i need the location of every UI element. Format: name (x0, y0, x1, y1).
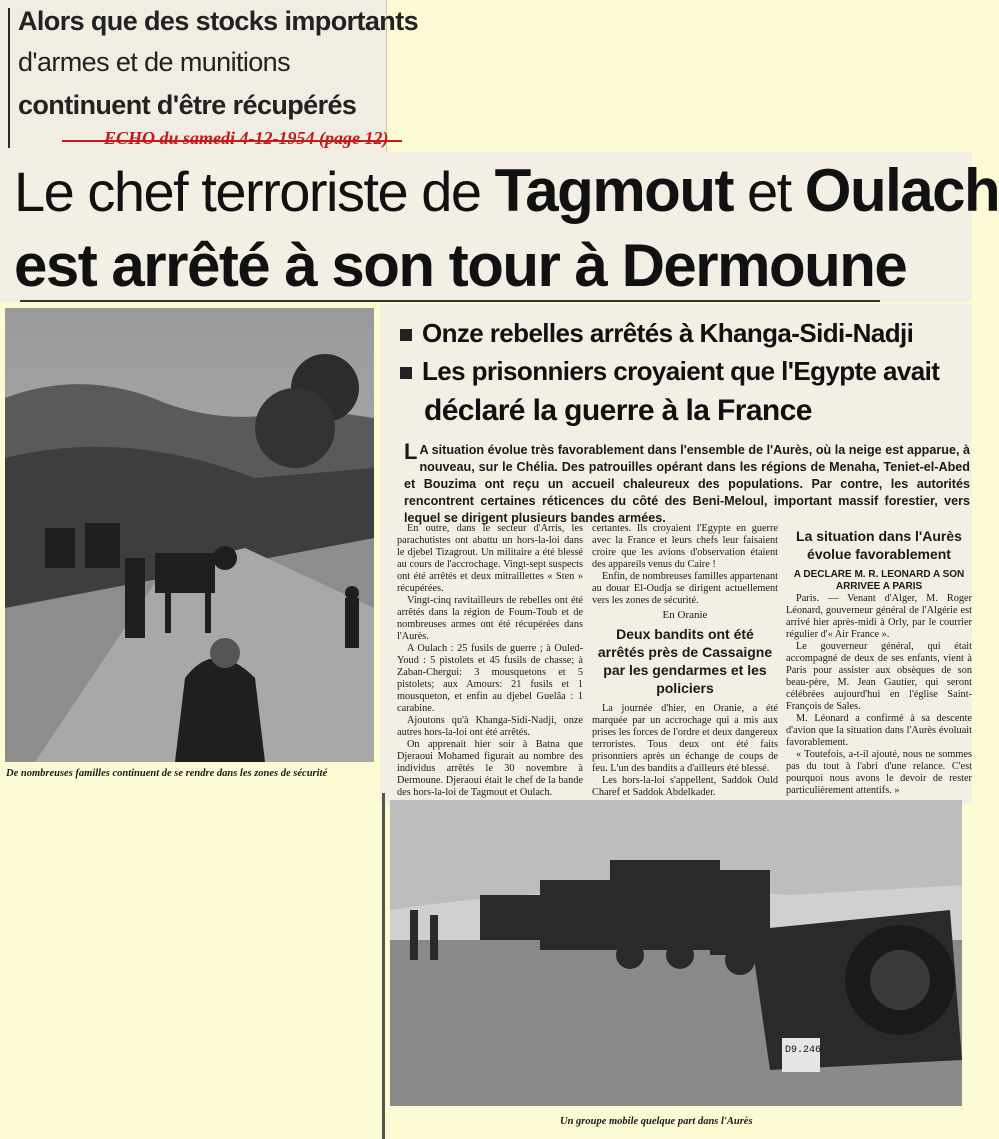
drop-cap: L (404, 439, 418, 464)
source-note: ECHO du samedi 4-12-1954 (page 12) (104, 128, 389, 148)
supertitle-line-2: d'armes et de munitions (18, 47, 290, 77)
paragraph: certantes. Ils croyaient l'Egypte en guerre avec la France et leurs chefs leur faisaient croire que les avions d'observation étaient des appareils venus du Caire ! (592, 523, 778, 570)
photo-families-road (5, 308, 374, 762)
column-rule (8, 8, 10, 148)
article-column-2 (592, 523, 778, 799)
paragraph: « Toutefois, a-t-il ajouté, nous ne sommes pas du tout à l'abri d'une relance. C'est pourquoi nous avons le devoir de rester particulièrement attentifs. » (786, 749, 972, 796)
paragraph: En outre, dans le secteur d'Arris, les parachutistes ont abattu un hors-la-loi dans le djebel Tizagrout. Un militaire a été blessé au cours de l'accrochage. Vingt-sept suspects ont été arrêtés et deux mitraillettes « Sten » récupérées. (397, 523, 583, 594)
paragraph: La journée d'hier, en Oranie, a été marquée par un accrochage qui a mis aux prises les forces de l'ordre et deux dangereux terroristes. Tous deux ont été faits prisonniers après un échange de coups de feu. L'un des bandits a d'ailleurs été blessé. (592, 703, 778, 774)
photo-border (382, 793, 385, 1139)
paragraph: On apprenait hier soir à Batna que Djeraoui Mohamed figurait au nombre des individus arrêtés le 30 novembre à Dermoune. Djeraoui était le chef de la bande des hors-la-loi de Tagmout et Oulach. (397, 739, 583, 798)
subhead-2: Les prisonniers croyaient que l'Egypte avait (400, 356, 939, 387)
kicker: En Oranie (662, 609, 708, 621)
photo1-caption: De nombreuses familles continuent de se rendre dans les zones de sécurité (6, 768, 328, 779)
paragraph: A Oulach : 25 fusils de guerre ; à Ouled-Youd : 5 pistolets et 45 fusils de chasse; à Zaban-Chergui: 3 mousquetons et 5 pistolets; aux Amours: 21 fusils et 1 mousqueton, et enfin au djebel Guelâa : 1 carabine. (397, 643, 583, 714)
supertitle-line-1: Alors que des stocks importants (18, 6, 419, 36)
paragraph: Le gouverneur général, qui était accompagné de deux de ses enfants, vient à Paris pour assister aux obsèques de son beau-père, M. Jean Gautier, qui seront célébrées aujourd'hui en l'église Saint-François de Sales. (786, 641, 972, 712)
article-column-3 (786, 523, 972, 797)
paragraph: Les hors-la-loi s'appellent, Saddok Ould Charef et Saddok Abdelkader. (592, 775, 778, 798)
headline-rule (20, 300, 880, 302)
section-heading: Deux bandits ont été arrêtés près de Cassaigne par les gendarmes et les policiers (597, 626, 773, 696)
paragraph: Ajoutons qu'à Khanga-Sidi-Nadji, onze autres hors-la-loi ont été arrêtés. (397, 715, 583, 738)
headline-line-2: est arrêté à son tour à Dermoune (14, 232, 907, 299)
article-column-1 (397, 523, 583, 823)
subhead-3: déclaré la guerre à la France (424, 394, 812, 427)
bullet-icon (400, 329, 412, 341)
subhead-1: Onze rebelles arrêtés à Khanga-Sidi-Nadji (400, 318, 913, 349)
supertitle-line-3: continuent d'être récupérés (18, 90, 357, 120)
section-heading: La situation dans l'Aurès évolue favorablement (796, 528, 962, 562)
paragraph: Enfin, de nombreuses familles appartenant au douar El-Oudja se dirigent actuellement vers les zones de sécurité. (592, 571, 778, 606)
section-subheading: A DECLARE M. R. LEONARD A SON ARRIVEE A PARIS (793, 569, 965, 592)
paragraph: Vingt-cinq ravitailleurs de rebelles ont été arrêtés dans la région de Foum-Toub et de nombreuses armes ont été récupérées dans l'Aurès. (397, 595, 583, 642)
photo-military-convoy (390, 800, 962, 1106)
paragraph: M. Léonard a confirmé à sa descente d'avion que la situation dans l'Aurès évoluait favorablement. (786, 713, 972, 748)
license-plate: D9.246 (785, 1045, 822, 1056)
lead-paragraph: L A situation évolue très favorablement dans l'ensemble de l'Aurès, où la neige est apparue, à nouveau, sur le Chélia. Des patrouilles opérant dans les régions de Menaha, Teniet-el-Abed et Bouzima ont reçu un accueil chaleureux des populations. Par contre, les autorités rencontrent certaines réticences du côté des Beni-Meloul, important massif forestier, vers lequel se dirigent plusieurs bandes armées. (404, 439, 970, 525)
bullet-icon (400, 367, 412, 379)
headline-line-1: Le chef terroriste de Tagmout et Oulach (14, 157, 999, 224)
paragraph: Paris. — Venant d'Alger, M. Roger Léonard, gouverneur général de l'Algérie est arrivé hier après-midi à Orly, par le courrier régulier d'« Air France ». (786, 593, 972, 640)
photo2-caption: Un groupe mobile quelque part dans l'Aurès (560, 1116, 753, 1127)
